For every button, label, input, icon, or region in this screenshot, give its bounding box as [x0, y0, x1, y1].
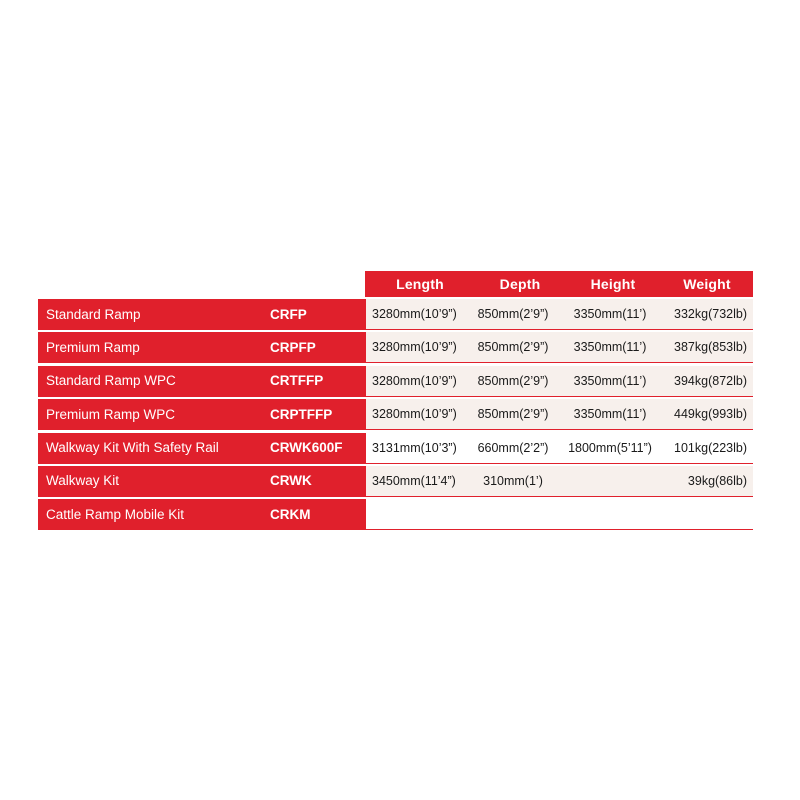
row-label — [38, 466, 365, 496]
table-row — [38, 399, 753, 430]
spec-table — [38, 271, 753, 533]
height-cell: 3350mm(11’) — [573, 340, 647, 355]
product-name: Cattle Ramp Mobile Kit — [46, 506, 185, 522]
row-label — [38, 299, 365, 329]
table-header — [38, 271, 753, 299]
product-code: CRTFFP — [270, 373, 324, 389]
table-row — [38, 366, 753, 397]
column-header-weight: Weight — [683, 276, 731, 292]
row-values — [365, 466, 753, 496]
row-values — [365, 399, 753, 429]
depth-cell: 850mm(2’9”) — [477, 307, 549, 321]
row-values — [365, 433, 753, 463]
product-code: CRWK600F — [270, 440, 343, 456]
row-label — [38, 499, 365, 529]
weight-cell: 101kg(223lb) — [674, 440, 747, 455]
product-name: Premium Ramp — [46, 339, 140, 355]
column-header-depth: Depth — [499, 276, 541, 292]
depth-cell: 660mm(2’2”) — [477, 440, 549, 455]
weight-cell: 394kg(872lb) — [674, 373, 747, 388]
product-code: CRPFP — [270, 339, 316, 355]
length-cell: 3280mm(10’9”) — [372, 307, 457, 321]
row-values — [365, 299, 753, 329]
length-cell: 3131mm(10’3”) — [372, 440, 457, 455]
table-row — [38, 332, 753, 363]
height-cell: 3350mm(11’) — [573, 307, 647, 321]
height-cell: 3350mm(11’) — [573, 407, 647, 422]
table-row — [38, 299, 753, 330]
table-row — [38, 499, 753, 530]
depth-cell: 850mm(2’9”) — [477, 340, 549, 355]
weight-cell: 387kg(853lb) — [674, 340, 747, 355]
product-name: Standard Ramp WPC — [46, 373, 176, 389]
row-label — [38, 433, 365, 463]
length-cell: 3280mm(10’9”) — [372, 373, 457, 388]
length-cell: 3280mm(10’9”) — [372, 340, 457, 355]
depth-cell: 850mm(2’9”) — [477, 373, 549, 388]
product-code: CRFP — [270, 306, 307, 322]
product-code: CRKM — [270, 506, 311, 522]
product-name: Walkway Kit With Safety Rail — [46, 440, 219, 456]
height-cell: 1800mm(5’11”) — [568, 440, 652, 455]
header-cells — [365, 271, 753, 297]
length-cell: 3280mm(10’9”) — [372, 407, 457, 422]
column-header-length: Length — [396, 276, 444, 292]
table-row — [38, 466, 753, 497]
weight-cell: 449kg(993lb) — [674, 407, 747, 422]
product-name: Walkway Kit — [46, 473, 120, 489]
column-header-height: Height — [590, 276, 636, 292]
weight-cell: 332kg(732lb) — [674, 307, 747, 321]
depth-cell: 850mm(2’9”) — [477, 407, 549, 422]
product-name: Standard Ramp — [46, 306, 141, 322]
row-values — [365, 366, 753, 396]
header-spacer — [38, 271, 365, 299]
row-values — [365, 332, 753, 362]
table-row — [38, 433, 753, 464]
row-label — [38, 332, 365, 362]
weight-cell: 39kg(86lb) — [687, 473, 747, 488]
product-name: Premium Ramp WPC — [46, 406, 176, 422]
row-values — [365, 499, 753, 529]
height-cell: 3350mm(11’) — [573, 373, 647, 388]
row-label — [38, 366, 365, 396]
product-code: CRPTFFP — [270, 406, 333, 422]
depth-cell: 310mm(1’) — [483, 473, 543, 488]
row-label — [38, 399, 365, 429]
product-code: CRWK — [270, 473, 312, 489]
length-cell: 3450mm(11’4”) — [372, 473, 456, 488]
